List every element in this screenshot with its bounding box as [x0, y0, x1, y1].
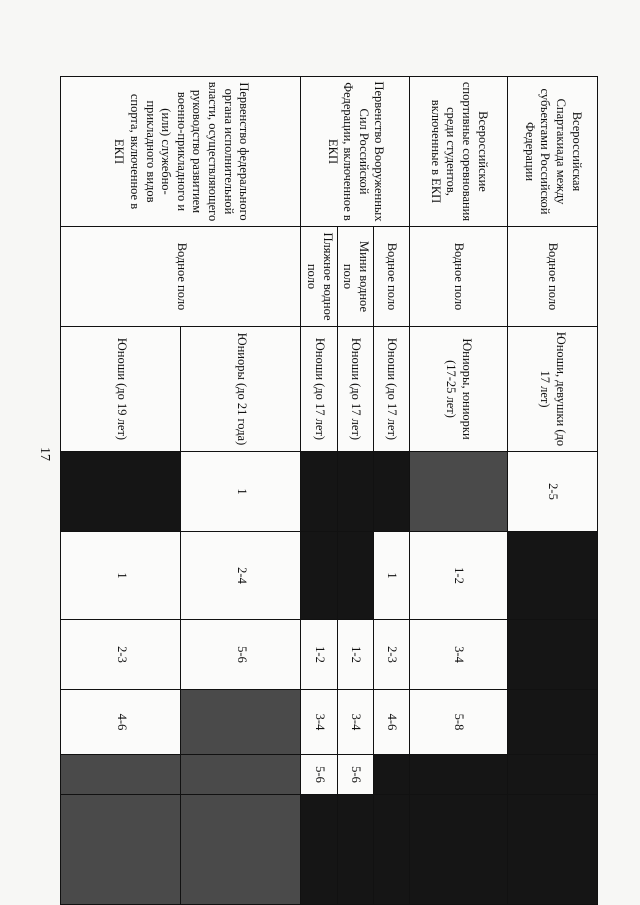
place-cell: 4-6 — [61, 690, 181, 755]
place-cell — [301, 452, 337, 532]
page-number: 17 — [37, 447, 52, 461]
place-cell: 2-5 — [508, 452, 598, 532]
place-cell — [301, 532, 337, 620]
group-cell: Юноши (до 17 лет) — [374, 327, 410, 452]
place-cell: 1-2 — [337, 620, 373, 690]
place-cell: 1 — [61, 532, 181, 620]
place-cell: 5-6 — [181, 620, 301, 690]
discipline-cell: Водное поло — [374, 227, 410, 327]
place-cell: 2-3 — [374, 620, 410, 690]
discipline-cell: Пляжное водное поло — [301, 227, 337, 327]
competition-cell: Всероссийские спортивные соревнования среди студентов, включенные в ЕКП — [410, 77, 508, 227]
place-cell — [337, 532, 373, 620]
place-cell: 3-4 — [410, 620, 508, 690]
place-cell: 1 — [181, 452, 301, 532]
place-cell: 5-6 — [301, 755, 337, 795]
competition-cell: Первенство федерального органа исполнительной власти, осуществляющего руководство развитием военно-прикладного и (или) служебно-прикладного видов спорта, включенное в ЕКП — [61, 77, 301, 227]
group-cell: Юниоры, юниорки (17-25 лет) — [410, 327, 508, 452]
discipline-cell: Водное поло — [508, 227, 598, 327]
competition-cell: Всероссийская Спартакиада между субъектами Российской Федерации — [508, 77, 598, 227]
place-cell — [374, 452, 410, 532]
place-cell — [410, 452, 508, 532]
place-cell — [410, 795, 508, 905]
place-cell — [61, 795, 181, 905]
place-cell: 5-8 — [410, 690, 508, 755]
place-cell — [301, 795, 337, 905]
place-cell — [374, 795, 410, 905]
place-cell — [181, 755, 301, 795]
competition-cell: Первенство Вооруженных Сил Российской Федерации, включенное в ЕКП — [301, 77, 410, 227]
rank-table — [61, 76, 599, 905]
place-cell: 2-4 — [181, 532, 301, 620]
place-cell: 4-6 — [374, 690, 410, 755]
table-row — [508, 77, 598, 905]
place-cell: 1 — [374, 532, 410, 620]
place-cell — [61, 452, 181, 532]
place-cell: 1-2 — [410, 532, 508, 620]
rotated-table-wrapper — [62, 76, 598, 904]
table-row — [374, 77, 410, 905]
group-cell: Юноши (до 19 лет) — [61, 327, 181, 452]
group-cell: Юниоры (до 21 года) — [181, 327, 301, 452]
group-cell: Юноши (до 17 лет) — [301, 327, 337, 452]
place-cell — [508, 532, 598, 620]
place-cell — [61, 755, 181, 795]
place-cell — [181, 795, 301, 905]
place-cell — [337, 795, 373, 905]
place-cell — [508, 755, 598, 795]
place-cell: 5-6 — [337, 755, 373, 795]
place-cell: 3-4 — [337, 690, 373, 755]
group-cell: Юноши, девушки (до 17 лет) — [508, 327, 598, 452]
discipline-cell: Водное поло — [410, 227, 508, 327]
place-cell — [508, 795, 598, 905]
place-cell — [410, 755, 508, 795]
place-cell: 1-2 — [301, 620, 337, 690]
group-cell: Юноши (до 17 лет) — [337, 327, 373, 452]
place-cell — [181, 690, 301, 755]
place-cell: 3-4 — [301, 690, 337, 755]
place-cell: 2-3 — [61, 620, 181, 690]
discipline-cell: Водное поло — [61, 227, 301, 327]
place-cell — [374, 755, 410, 795]
place-cell — [508, 690, 598, 755]
table-row — [181, 77, 301, 905]
place-cell — [508, 620, 598, 690]
discipline-cell: Мини водное поло — [337, 227, 373, 327]
place-cell — [337, 452, 373, 532]
table-row — [410, 77, 508, 905]
